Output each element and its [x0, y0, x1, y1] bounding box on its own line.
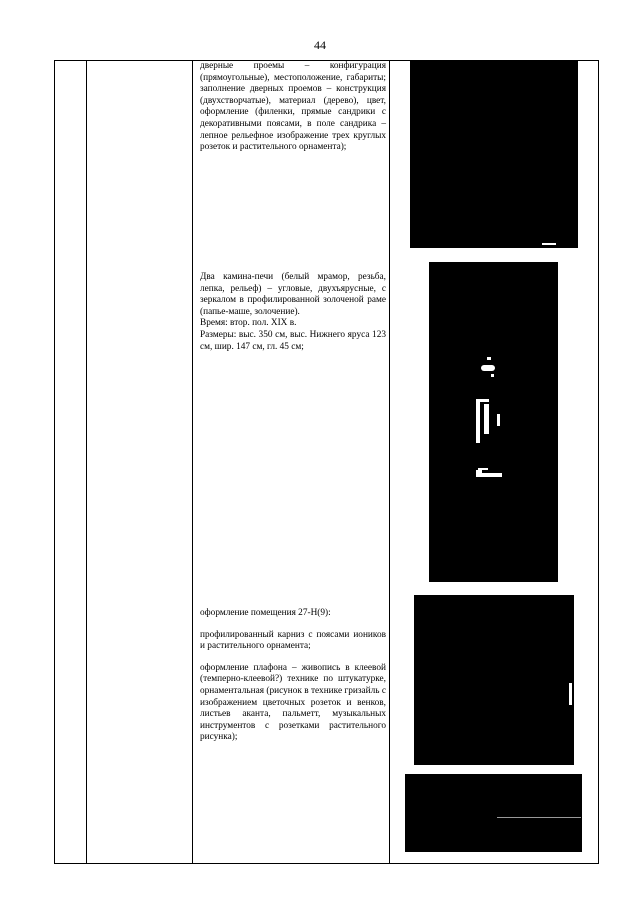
- description-fireplaces: [200, 272, 386, 353]
- table-frame: [54, 60, 599, 864]
- column-divider: [192, 61, 193, 863]
- column-divider: [389, 61, 390, 863]
- description-paragraph: оформление плафона – живопись в клеевой (темперно-клеевой?) технике по штукатурке, орнаментальная (рисунок в технике гризайль с изображением цветочных розеток и венков, листьев аканта, пальметт, музыкальных инструментов с розетками растительного рисунка);: [200, 662, 386, 743]
- photo-cornice: [405, 774, 582, 852]
- photo-doorway: [410, 61, 578, 248]
- photo-ceiling: [414, 595, 574, 765]
- page-number: 44: [314, 38, 326, 52]
- description-dimensions: Размеры: выс. 350 см, выс. Нижнего яруса 123 см, шир. 147 см, гл. 45 см;: [200, 329, 386, 352]
- description-paragraph: дверные проемы – конфигурация (прямоугольные), местоположение, габариты; заполнение дверных проемов – конструкция (двухстворчатые), материал (дерево), цвет, оформление (филенки, прямые сандрики с декоративными поясами, в поле сандрика – лепное рельефное изображение трех круглых розеток и растительного орнамента);: [200, 61, 386, 153]
- description-paragraph: Два камина-печи (белый мрамор, резьба, лепка, рельеф) – угловые, двухъярусные, с зеркалом в профилированной золоченой раме (папье-маше, золочение).: [200, 272, 386, 317]
- description-room-decoration: [200, 608, 386, 744]
- description-doors: [200, 61, 386, 154]
- column-divider: [86, 61, 87, 863]
- description-heading: оформление помещения 27-Н(9):: [200, 608, 331, 618]
- photo-fireplace: [429, 262, 558, 582]
- description-date: Время: втор. пол. XIX в.: [200, 318, 297, 329]
- description-paragraph: профилированный карниз с поясами иоников и растительного орнамента;: [200, 629, 386, 652]
